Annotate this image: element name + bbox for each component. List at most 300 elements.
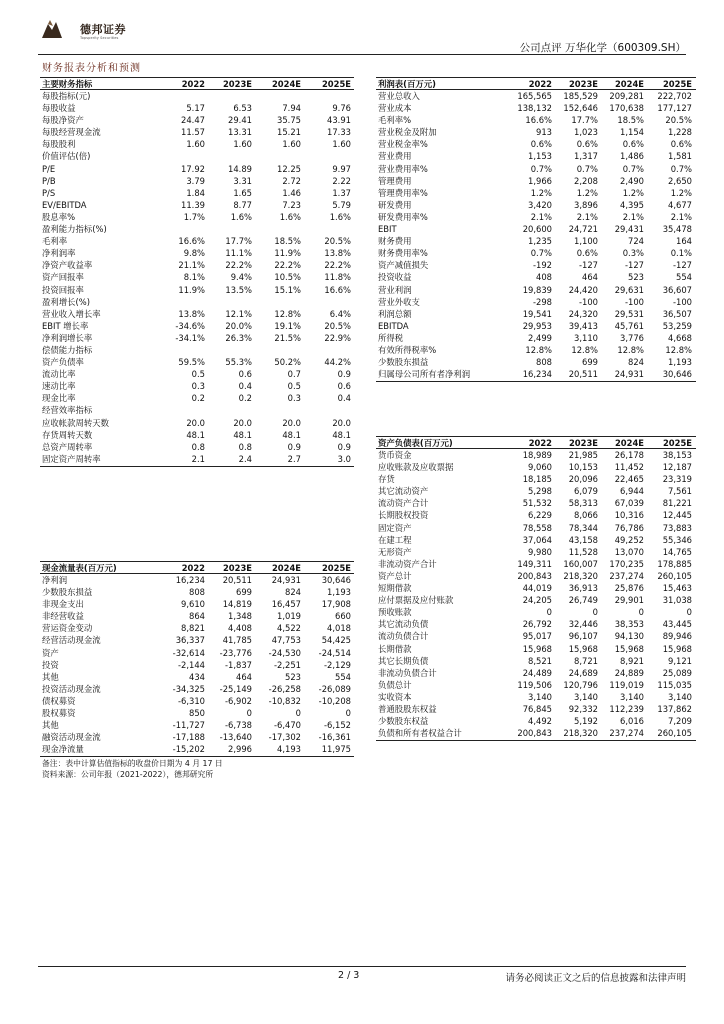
cell-value: 0.9 bbox=[337, 441, 351, 452]
table-row bbox=[376, 461, 696, 473]
cell-value: 2,650 bbox=[668, 175, 692, 186]
cell-value: 1,486 bbox=[620, 151, 644, 162]
cell-value: 26,749 bbox=[568, 595, 598, 606]
row-label: 应收帐款周转天数 bbox=[42, 417, 109, 428]
cell-value: -23,776 bbox=[219, 647, 252, 658]
cell-value: 0.6 bbox=[238, 369, 252, 380]
row-label: 实收资本 bbox=[378, 691, 412, 702]
table-bottom-rule bbox=[40, 466, 354, 467]
column-header: 2022 bbox=[528, 438, 552, 448]
brand-name-en: Topsperity Securities bbox=[80, 36, 119, 40]
cell-value: 0 bbox=[546, 607, 552, 618]
brand-logo-icon bbox=[40, 18, 64, 42]
cell-value: 137,862 bbox=[657, 703, 692, 714]
cell-value: 178,885 bbox=[657, 558, 692, 569]
cell-value: -11,727 bbox=[172, 720, 205, 731]
cell-value: 2,499 bbox=[528, 332, 552, 343]
cell-value: 67,039 bbox=[614, 498, 644, 509]
cell-value: 2.7 bbox=[287, 453, 301, 464]
cell-value: 15,968 bbox=[522, 643, 552, 654]
row-label: 毛利率 bbox=[42, 236, 68, 247]
cell-value: -24,514 bbox=[318, 647, 351, 658]
table-bottom-rule bbox=[376, 381, 696, 382]
table-row bbox=[376, 138, 696, 150]
cell-value: 4,395 bbox=[620, 199, 644, 210]
row-label: 固定资产周转率 bbox=[42, 453, 101, 464]
cell-value: 200,843 bbox=[517, 728, 552, 739]
row-label: 管理费用 bbox=[378, 175, 412, 186]
cell-value: 4,492 bbox=[528, 716, 552, 727]
cell-value: 2,208 bbox=[574, 175, 598, 186]
cell-value: 23,319 bbox=[662, 474, 692, 485]
cell-value: 1.60 bbox=[186, 139, 205, 150]
cell-value: 9,610 bbox=[181, 599, 205, 610]
cell-value: 5,192 bbox=[574, 716, 598, 727]
cell-value: 17.33 bbox=[327, 127, 351, 138]
table-row bbox=[376, 308, 696, 320]
cell-value: 9.76 bbox=[332, 103, 351, 114]
table-row bbox=[376, 655, 696, 667]
table-row bbox=[40, 380, 354, 392]
row-label: 营业外收支 bbox=[378, 296, 420, 307]
table-row bbox=[376, 163, 696, 175]
cell-value: -100 bbox=[578, 296, 598, 307]
cell-value: 1.2% bbox=[622, 187, 644, 198]
cell-value: 1,193 bbox=[668, 357, 692, 368]
table-row bbox=[40, 634, 354, 646]
cell-value: 1,235 bbox=[528, 236, 552, 247]
row-label: 财务费用率% bbox=[378, 248, 428, 259]
cell-value: 37,064 bbox=[522, 534, 552, 545]
table-row bbox=[40, 731, 354, 743]
table-row bbox=[40, 163, 354, 175]
row-label: 非流动资产合计 bbox=[378, 558, 437, 569]
cell-value: 59.5% bbox=[178, 357, 205, 368]
row-label: 营运资金变动 bbox=[42, 623, 93, 634]
row-label: EBIT bbox=[378, 224, 397, 235]
table-row bbox=[376, 594, 696, 606]
table-row bbox=[40, 235, 354, 247]
table-row bbox=[40, 344, 354, 356]
cell-value: 237,274 bbox=[609, 570, 644, 581]
row-label: 营业成本 bbox=[378, 103, 412, 114]
header-divider bbox=[38, 54, 686, 55]
row-label: 价值评估(倍) bbox=[42, 151, 91, 162]
cell-value: 0.9 bbox=[337, 369, 351, 380]
cell-value: 11.9% bbox=[178, 284, 205, 295]
cell-value: 115,035 bbox=[657, 679, 692, 690]
table-title: 利润表(百万元) bbox=[378, 79, 436, 89]
cell-value: 209,281 bbox=[609, 91, 644, 101]
table-row bbox=[40, 683, 354, 695]
cell-value: -100 bbox=[672, 296, 692, 307]
cell-value: 24,489 bbox=[522, 667, 552, 678]
cell-value: 24,320 bbox=[568, 308, 598, 319]
table-row bbox=[376, 497, 696, 509]
cell-value: -127 bbox=[624, 260, 644, 271]
table-row bbox=[40, 284, 354, 296]
cell-value: 36,507 bbox=[662, 308, 692, 319]
cell-value: 12.8% bbox=[617, 344, 644, 355]
cell-value: 1,348 bbox=[228, 611, 252, 622]
row-label: 股权募资 bbox=[42, 708, 76, 719]
cell-value: 25,089 bbox=[662, 667, 692, 678]
cell-value: 0.7% bbox=[530, 248, 552, 259]
cell-value: 16.6% bbox=[324, 284, 351, 295]
cell-value: 2.1 bbox=[191, 453, 205, 464]
table-row bbox=[376, 114, 696, 126]
table-header-row bbox=[40, 77, 354, 90]
cell-value: 22.2% bbox=[324, 260, 351, 271]
cell-value: 14.89 bbox=[228, 163, 252, 174]
row-label: 每股股利 bbox=[42, 139, 76, 150]
cell-value: 38,153 bbox=[662, 450, 692, 460]
cell-value: -32,614 bbox=[172, 647, 205, 658]
table-title: 现金流量表(百万元) bbox=[42, 563, 117, 573]
table-row bbox=[40, 320, 354, 332]
row-label: 营业费用率% bbox=[378, 163, 428, 174]
cell-value: 4,018 bbox=[327, 623, 351, 634]
cell-value: 19.1% bbox=[274, 320, 301, 331]
row-label: 债权募资 bbox=[42, 695, 76, 706]
row-label: 短期借款 bbox=[378, 583, 412, 594]
table-row bbox=[40, 622, 354, 634]
cell-value: 3.79 bbox=[186, 175, 205, 186]
page-number: 2 / 3 bbox=[338, 970, 360, 981]
cell-value: 464 bbox=[582, 272, 598, 283]
row-label: 总资产周转率 bbox=[42, 441, 93, 452]
cell-value: 138,132 bbox=[517, 103, 552, 114]
table-row bbox=[40, 175, 354, 187]
cell-value: 850 bbox=[189, 708, 205, 719]
cell-value: 0.6 bbox=[337, 381, 351, 392]
row-label: 负债和所有者权益合计 bbox=[378, 728, 462, 739]
cell-value: 36,607 bbox=[662, 284, 692, 295]
cell-value: 24,205 bbox=[522, 595, 552, 606]
column-header: 2025E bbox=[321, 563, 351, 573]
row-label: 存货周转天数 bbox=[42, 429, 93, 440]
table-row bbox=[40, 429, 354, 441]
cell-value: 24,420 bbox=[568, 284, 598, 295]
cell-value: 9.8% bbox=[183, 248, 205, 259]
row-label: 应收账款及应收票据 bbox=[378, 462, 454, 473]
page-header bbox=[38, 12, 686, 52]
table-row bbox=[376, 727, 696, 739]
section-title: 财务报表分析和预测 bbox=[42, 63, 141, 74]
row-label: 预收账款 bbox=[378, 607, 412, 618]
cell-value: 1.2% bbox=[530, 187, 552, 198]
cell-value: 0.7 bbox=[287, 369, 301, 380]
column-header: 2023E bbox=[568, 79, 598, 89]
table-row bbox=[40, 671, 354, 683]
cell-value: 1,581 bbox=[668, 151, 692, 162]
row-label: 少数股东损益 bbox=[42, 587, 93, 598]
cell-value: 39,413 bbox=[568, 320, 598, 331]
cell-value: 0.8 bbox=[238, 441, 252, 452]
row-label: 每股经营现金流 bbox=[42, 127, 101, 138]
row-label: 资产总计 bbox=[378, 570, 412, 581]
row-label: 其他 bbox=[42, 671, 59, 682]
table-row bbox=[40, 368, 354, 380]
cell-value: 19,839 bbox=[522, 284, 552, 295]
cell-value: 0 bbox=[638, 607, 644, 618]
cell-value: 237,274 bbox=[609, 728, 644, 739]
cell-value: -2,251 bbox=[274, 659, 301, 670]
row-label: 资产负债率 bbox=[42, 357, 84, 368]
cell-value: -127 bbox=[578, 260, 598, 271]
table-row bbox=[376, 296, 696, 308]
cell-value: 3,140 bbox=[574, 691, 598, 702]
table-row bbox=[40, 647, 354, 659]
cell-value: 0 bbox=[246, 708, 252, 719]
cell-value: 12,187 bbox=[662, 462, 692, 473]
row-label: P/S bbox=[42, 187, 56, 198]
cell-value: 260,105 bbox=[657, 728, 692, 739]
cell-value: 0.6% bbox=[576, 248, 598, 259]
row-label: 非流动负债合计 bbox=[378, 667, 437, 678]
cell-value: -6,902 bbox=[225, 695, 252, 706]
row-label: 少数股东权益 bbox=[378, 716, 429, 727]
cell-value: 0.4 bbox=[337, 393, 351, 404]
cell-value: 260,105 bbox=[657, 570, 692, 581]
cell-value: 55,346 bbox=[662, 534, 692, 545]
cell-value: 699 bbox=[236, 587, 252, 598]
row-label: 营业利润 bbox=[378, 284, 412, 295]
column-header: 2024E bbox=[271, 563, 301, 573]
cell-value: 24,689 bbox=[568, 667, 598, 678]
table-row bbox=[40, 695, 354, 707]
cell-value: 1.84 bbox=[186, 187, 205, 198]
table-header-row bbox=[40, 561, 354, 574]
row-label: 少数股东损益 bbox=[378, 357, 429, 368]
cell-value: 16.6% bbox=[178, 236, 205, 247]
page-footer bbox=[38, 966, 686, 986]
cell-value: -24,530 bbox=[268, 647, 301, 658]
cell-value: -26,258 bbox=[268, 683, 301, 694]
table-row bbox=[376, 90, 696, 102]
cell-value: 660 bbox=[335, 611, 351, 622]
cell-value: 12.8% bbox=[525, 344, 552, 355]
cell-value: 94,130 bbox=[614, 631, 644, 642]
cell-value: 13,070 bbox=[614, 546, 644, 557]
cell-value: 8.1% bbox=[183, 272, 205, 283]
cell-value: 0 bbox=[686, 607, 692, 618]
cell-value: 18.5% bbox=[274, 236, 301, 247]
cell-value: 43,158 bbox=[568, 534, 598, 545]
cell-value: 10.5% bbox=[274, 272, 301, 283]
cell-value: 19,541 bbox=[522, 308, 552, 319]
cell-value: 24,889 bbox=[614, 667, 644, 678]
table-row bbox=[40, 199, 354, 211]
row-label: 资产回报率 bbox=[42, 272, 84, 283]
cell-value: 119,019 bbox=[609, 679, 644, 690]
cell-value: 7,561 bbox=[668, 486, 692, 497]
row-label: 经营活动现金流 bbox=[42, 635, 101, 646]
row-label: 偿债能力指标 bbox=[42, 344, 93, 355]
cell-value: 6.53 bbox=[233, 103, 252, 114]
cell-value: 13.8% bbox=[178, 308, 205, 319]
cell-value: 11.9% bbox=[274, 248, 301, 259]
table-row bbox=[376, 284, 696, 296]
cell-value: 3.31 bbox=[233, 175, 252, 186]
table-row bbox=[40, 659, 354, 671]
cell-value: 0.3% bbox=[622, 248, 644, 259]
cell-value: 10,153 bbox=[568, 462, 598, 473]
cell-value: 0.7% bbox=[576, 163, 598, 174]
cell-value: 22.9% bbox=[324, 332, 351, 343]
cell-value: 119,506 bbox=[517, 679, 552, 690]
cell-value: -26,089 bbox=[318, 683, 351, 694]
table-row bbox=[376, 618, 696, 630]
table-row bbox=[376, 606, 696, 618]
cell-value: 29,431 bbox=[614, 224, 644, 235]
row-label: 长期股权投资 bbox=[378, 510, 429, 521]
cell-value: 0.6% bbox=[576, 139, 598, 150]
row-label: 流动资产合计 bbox=[378, 498, 429, 509]
cell-value: 9.4% bbox=[230, 272, 252, 283]
cell-value: -13,640 bbox=[219, 732, 252, 743]
cell-value: 1.60 bbox=[332, 139, 351, 150]
cell-value: 35.75 bbox=[277, 115, 301, 126]
table-row bbox=[40, 453, 354, 465]
cell-value: 5.17 bbox=[186, 103, 205, 114]
cell-value: -192 bbox=[532, 260, 552, 271]
cell-value: 7,209 bbox=[668, 716, 692, 727]
cell-value: -6,152 bbox=[324, 720, 351, 731]
column-header: 2022 bbox=[181, 563, 205, 573]
cell-value: 2.1% bbox=[670, 211, 692, 222]
cell-value: 177,127 bbox=[657, 103, 692, 114]
cell-value: 2.4 bbox=[238, 453, 252, 464]
column-header: 2023E bbox=[568, 438, 598, 448]
cell-value: 11.57 bbox=[181, 127, 205, 138]
cell-value: 76,786 bbox=[614, 522, 644, 533]
row-label: 有效所得税率% bbox=[378, 344, 437, 355]
cell-value: 12.8% bbox=[571, 344, 598, 355]
table-row bbox=[376, 703, 696, 715]
cell-value: 55.3% bbox=[225, 357, 252, 368]
cell-value: 808 bbox=[536, 357, 552, 368]
cell-value: 24,931 bbox=[271, 575, 301, 585]
row-label: 营业费用 bbox=[378, 151, 412, 162]
table-row bbox=[376, 344, 696, 356]
table-row bbox=[40, 126, 354, 138]
cell-value: 12.1% bbox=[225, 308, 252, 319]
cell-value: 4,668 bbox=[668, 332, 692, 343]
cell-value: 15,968 bbox=[568, 643, 598, 654]
table-row bbox=[376, 522, 696, 534]
row-label: 净资产收益率 bbox=[42, 260, 93, 271]
table-title: 主要财务指标 bbox=[42, 79, 93, 89]
cell-value: 218,320 bbox=[563, 570, 598, 581]
table-row bbox=[40, 102, 354, 114]
cell-value: 78,558 bbox=[522, 522, 552, 533]
cell-value: 20.0% bbox=[225, 320, 252, 331]
table-row bbox=[376, 259, 696, 271]
cell-value: 16,234 bbox=[175, 575, 205, 585]
cell-value: -100 bbox=[624, 296, 644, 307]
cell-value: 17.7% bbox=[571, 115, 598, 126]
cell-value: 47,753 bbox=[271, 635, 301, 646]
row-label: EBITDA bbox=[378, 320, 409, 331]
cell-value: 24,931 bbox=[614, 369, 644, 380]
cell-value: 554 bbox=[676, 272, 692, 283]
cell-value: 1,966 bbox=[528, 175, 552, 186]
table-row bbox=[40, 404, 354, 416]
cell-value: 26.3% bbox=[225, 332, 252, 343]
table-row bbox=[376, 473, 696, 485]
table-row bbox=[376, 356, 696, 368]
cell-value: 9,060 bbox=[528, 462, 552, 473]
cell-value: 43,445 bbox=[662, 619, 692, 630]
cell-value: 95,017 bbox=[522, 631, 552, 642]
cell-value: 1,153 bbox=[528, 151, 552, 162]
row-label: 非经营收益 bbox=[42, 611, 84, 622]
cell-value: 160,007 bbox=[563, 558, 598, 569]
column-header: 2023E bbox=[222, 79, 252, 89]
table-row bbox=[40, 441, 354, 453]
row-label: 营业税金率% bbox=[378, 139, 428, 150]
row-label: 速动比率 bbox=[42, 381, 76, 392]
cell-value: 864 bbox=[189, 611, 205, 622]
table-title: 资产负债表(百万元) bbox=[378, 438, 453, 448]
cell-value: 824 bbox=[628, 357, 644, 368]
cell-value: 1,154 bbox=[620, 127, 644, 138]
cell-value: -15,202 bbox=[172, 744, 205, 755]
table-row bbox=[376, 570, 696, 582]
cell-value: 31,038 bbox=[662, 595, 692, 606]
cell-value: 11.39 bbox=[181, 199, 205, 210]
row-label: 固定资产 bbox=[378, 522, 412, 533]
table-row bbox=[376, 223, 696, 235]
row-label: EBIT 增长率 bbox=[42, 320, 89, 331]
cell-value: 523 bbox=[285, 671, 301, 682]
cell-value: 1.6% bbox=[230, 211, 252, 222]
cell-value: 1,193 bbox=[327, 587, 351, 598]
cell-value: 1,023 bbox=[574, 127, 598, 138]
row-label: 净利润增长率 bbox=[42, 332, 93, 343]
cell-value: 54,425 bbox=[321, 635, 351, 646]
cell-value: 5.79 bbox=[332, 199, 351, 210]
cell-value: 7.94 bbox=[282, 103, 301, 114]
cell-value: 4,522 bbox=[277, 623, 301, 634]
row-label: 现金比率 bbox=[42, 393, 76, 404]
cell-value: 0.4 bbox=[238, 381, 252, 392]
footer-divider bbox=[38, 966, 686, 967]
cell-value: 45,761 bbox=[614, 320, 644, 331]
cell-value: 20.5% bbox=[665, 115, 692, 126]
cell-value: 21.1% bbox=[178, 260, 205, 271]
cell-value: 22.2% bbox=[225, 260, 252, 271]
cell-value: 0.6% bbox=[622, 139, 644, 150]
cell-value: 200,843 bbox=[517, 570, 552, 581]
cell-value: 30,646 bbox=[321, 575, 351, 585]
cell-value: 6,229 bbox=[528, 510, 552, 521]
row-label: 投资活动现金流 bbox=[42, 683, 101, 694]
cell-value: 20.0 bbox=[282, 417, 301, 428]
cell-value: 15,463 bbox=[662, 583, 692, 594]
table-row bbox=[376, 509, 696, 521]
cell-value: 699 bbox=[582, 357, 598, 368]
cell-value: -6,310 bbox=[178, 695, 205, 706]
cell-value: 2.1% bbox=[530, 211, 552, 222]
cell-value: 29,901 bbox=[614, 595, 644, 606]
table-row bbox=[376, 691, 696, 703]
cell-value: -25,149 bbox=[219, 683, 252, 694]
cell-value: 21.5% bbox=[274, 332, 301, 343]
row-label: 每股指标(元) bbox=[42, 91, 91, 101]
cell-value: 26,178 bbox=[614, 450, 644, 460]
